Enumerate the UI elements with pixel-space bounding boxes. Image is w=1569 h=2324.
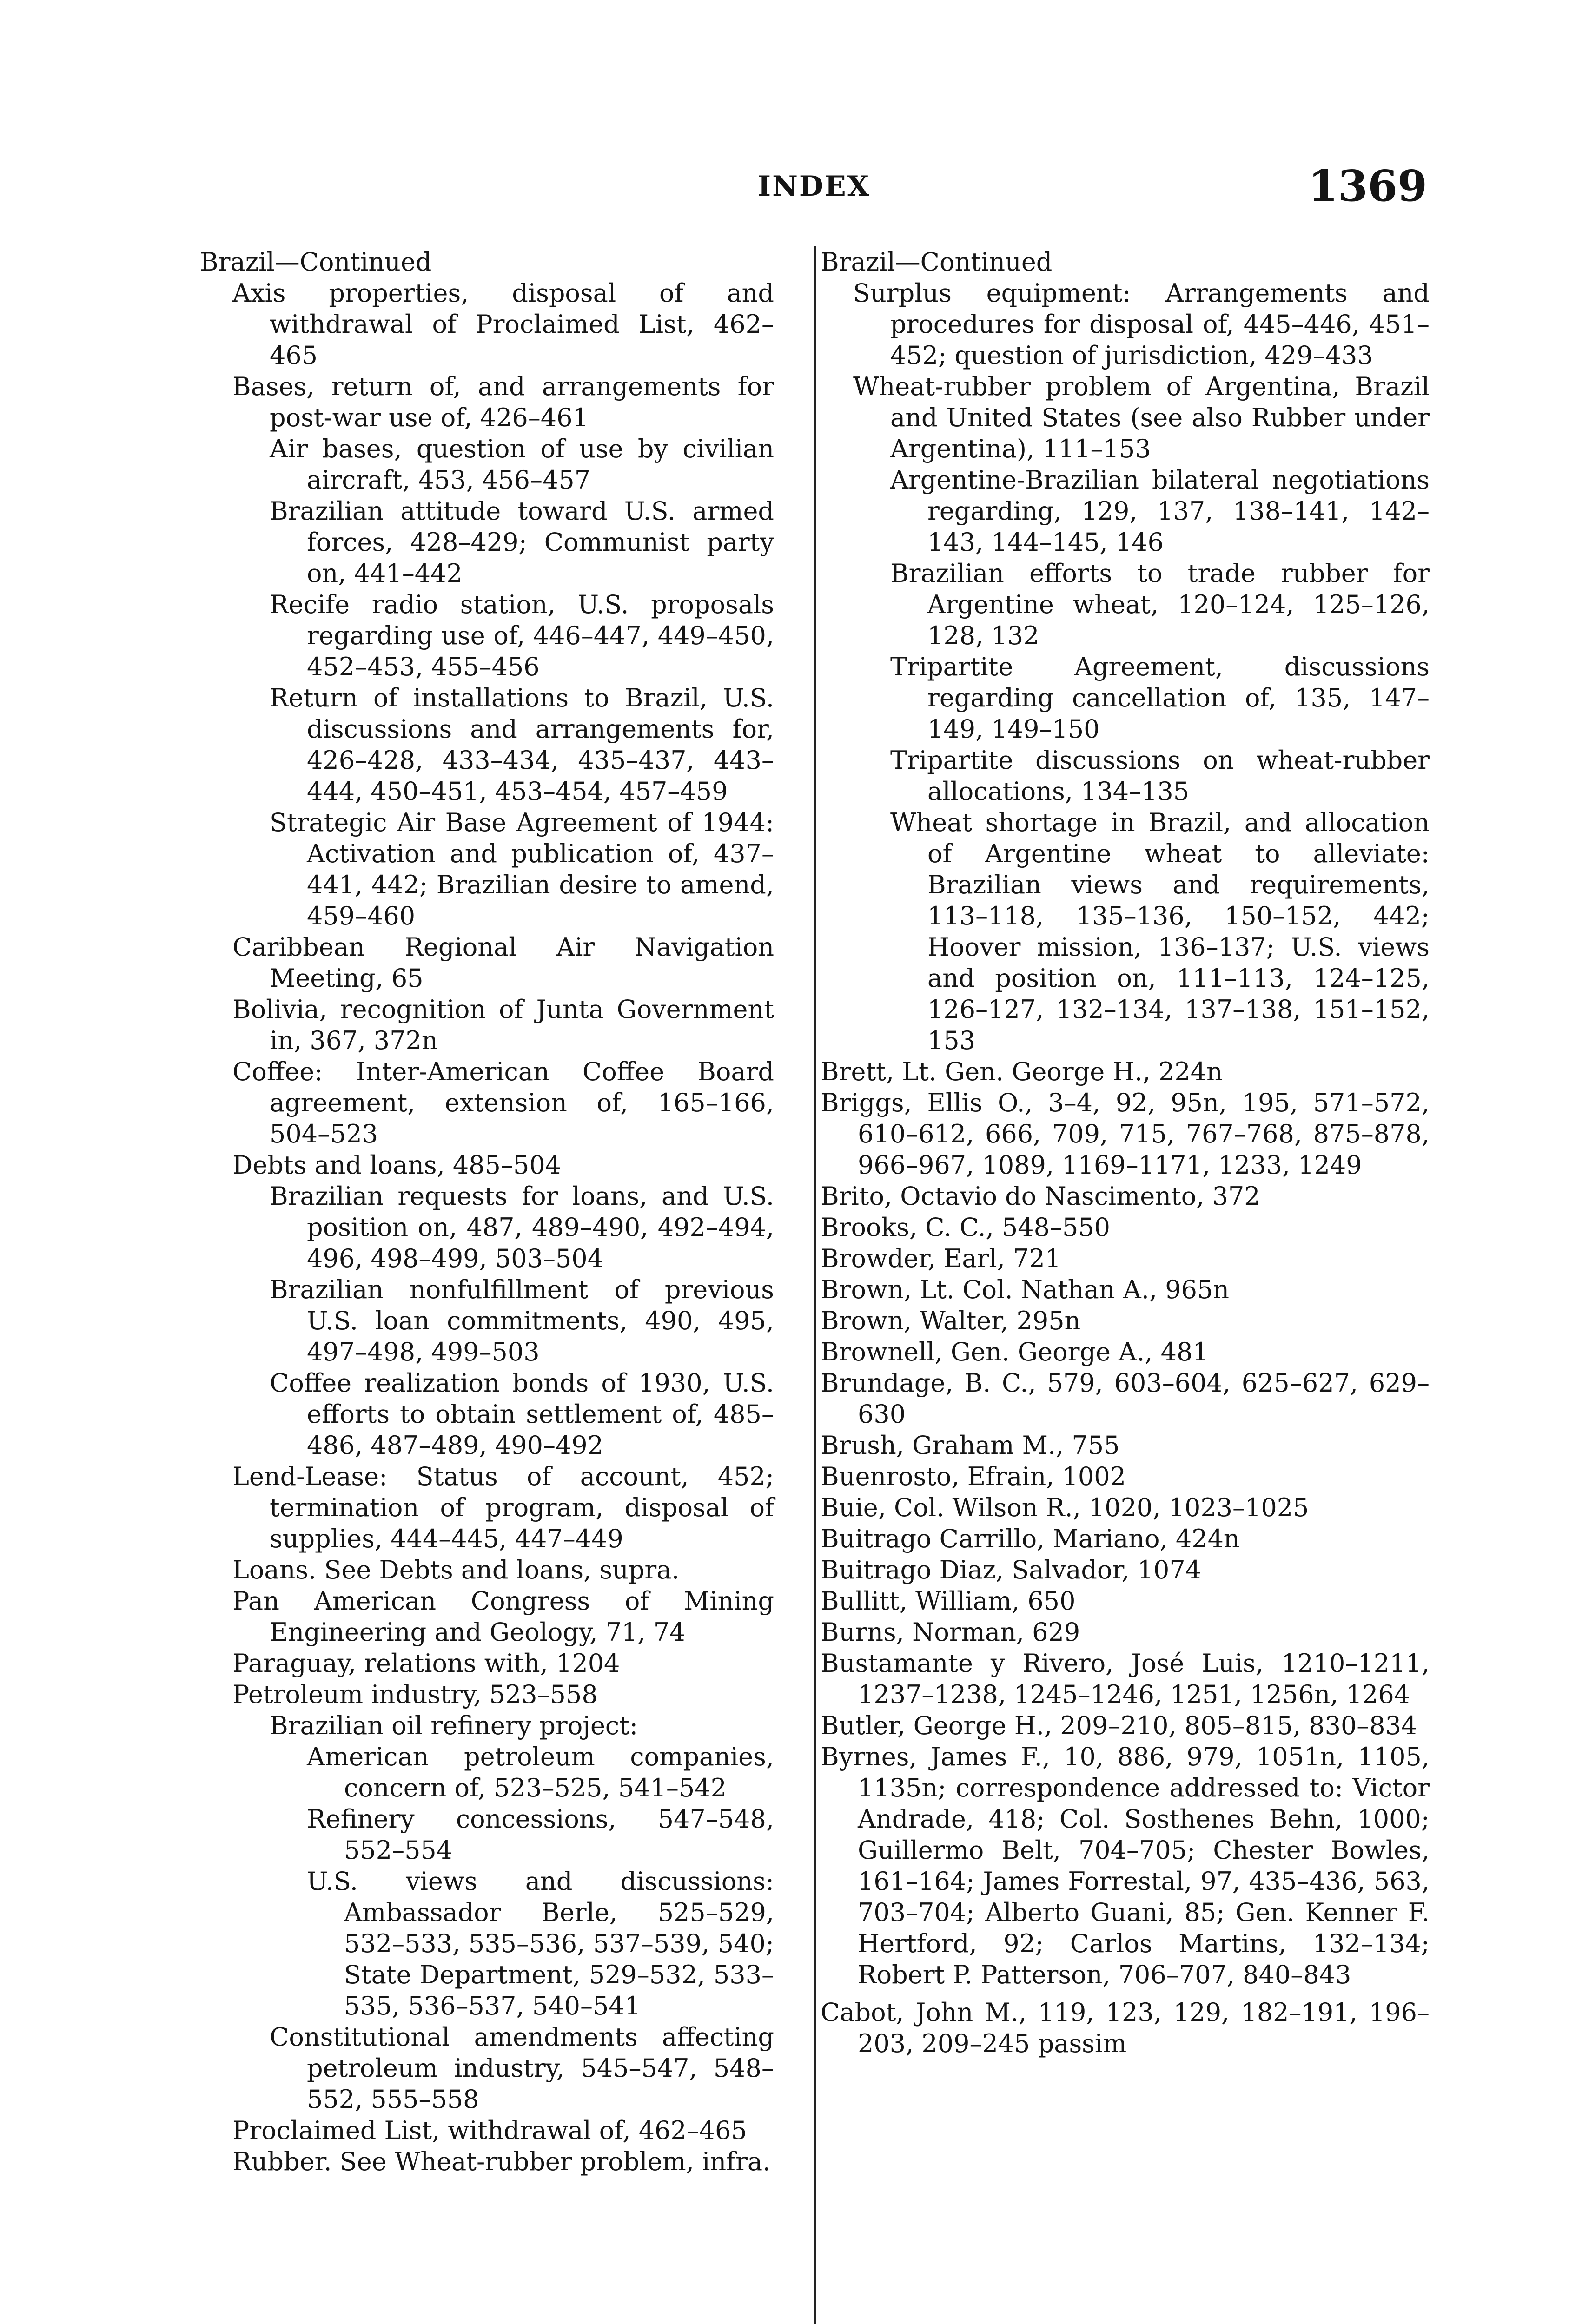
index-entry: Burns, Norman, 629 — [821, 1618, 1080, 1647]
index-entry: Bolivia, recognition of Junta Government in, 367, 372n — [232, 995, 774, 1055]
index-entry: Brett, Lt. Gen. George H., 224n — [821, 1057, 1223, 1086]
index-entry: Brazil—Continued — [200, 247, 432, 277]
index-entry: Pan American Congress of Mining Engineering and Geology, 71, 74 — [232, 1586, 774, 1647]
index-entry: Brown, Walter, 295n — [821, 1306, 1081, 1335]
index-entry: Argentine-Brazilian bilateral negotiations regarding, 129, 137, 138–141, 142–143, 144–145, 146 — [890, 465, 1430, 557]
running-title: INDEX — [758, 170, 871, 203]
index-entry: Petroleum industry, 523–558 — [232, 1680, 598, 1709]
index-entry: Wheat-rubber problem of Argentina, Brazil and United States (see also Rubber under Argentina), 111–153 — [853, 372, 1430, 463]
page-number: 1369 — [1308, 161, 1427, 211]
index-entry: Buenrosto, Efrain, 1002 — [821, 1462, 1126, 1491]
index-entry: Surplus equipment: Arrangements and procedures for disposal of, 445–446, 451–452; question of jurisdiction, 429–433 — [853, 278, 1430, 370]
index-entry: Brownell, Gen. George A., 481 — [821, 1337, 1209, 1367]
index-entry: Return of installations to Brazil, U.S. discussions and arrangements for, 426–428, 433–434, 435–437, 443–444, 450–451, 453–454, 457–459 — [270, 683, 774, 806]
index-entry: Brito, Octavio do Nascimento, 372 — [821, 1182, 1260, 1211]
index-entry: Tripartite discussions on wheat-rubber allocations, 134–135 — [890, 746, 1430, 806]
running-head — [200, 161, 1427, 218]
index-entry: Axis properties, disposal of and withdrawal of Proclaimed List, 462–465 — [232, 278, 774, 370]
index-entry: Coffee: Inter-American Coffee Board agreement, extension of, 165–166, 504–523 — [232, 1057, 774, 1149]
index-entry: Byrnes, James F., 10, 886, 979, 1051n, 1105, 1135n; correspondence addressed to: Victor Andrade, 418; Col. Sosthenes Behn, 1000; Guillermo Belt, 704–705; Chester Bowles, 161–164; James Forrestal, 97, 435–436, 563, 703–704; Alberto Guani, 85; Gen. Kenner F. Hertford, 92; Carlos Martins, 132–134; Robert P. Patterson, 706–707, 840–843 — [821, 1742, 1430, 1989]
index-entry: Browder, Earl, 721 — [821, 1244, 1061, 1273]
index-entry: Bases, return of, and arrangements for post-war use of, 426–461 — [232, 372, 774, 432]
right-index-column — [821, 246, 1430, 2059]
index-entry: Buie, Col. Wilson R., 1020, 1023–1025 — [821, 1493, 1309, 1522]
index-entry: Butler, George H., 209–210, 805–815, 830–834 — [821, 1711, 1417, 1740]
index-entry: Rubber. See Wheat-rubber problem, infra. — [232, 2147, 771, 2176]
index-entry: Brazil—Continued — [821, 247, 1053, 277]
index-entry: Bustamante y Rivero, José Luis, 1210–1211, 1237–1238, 1245–1246, 1251, 1256n, 1264 — [821, 1649, 1430, 1709]
index-entry: Refinery concessions, 547–548, 552–554 — [307, 1804, 774, 1865]
index-entry: American petroleum companies, concern of, 523–525, 541–542 — [307, 1742, 774, 1802]
index-entry: Brundage, B. C., 579, 603–604, 625–627, 629–630 — [821, 1368, 1430, 1429]
index-entry: Caribbean Regional Air Navigation Meeting, 65 — [232, 932, 774, 993]
index-entry: Brazilian efforts to trade rubber for Argentine wheat, 120–124, 125–126, 128, 132 — [890, 559, 1430, 650]
index-entry: Brown, Lt. Col. Nathan A., 965n — [821, 1275, 1230, 1304]
index-entry: Brush, Graham M., 755 — [821, 1431, 1120, 1460]
index-entry: Briggs, Ellis O., 3–4, 92, 95n, 195, 571–572, 610–612, 666, 709, 715, 767–768, 875–878, 966–967, 1089, 1169–1171, 1233, 1249 — [821, 1088, 1430, 1180]
index-entry: Recife radio station, U.S. proposals regarding use of, 446–447, 449–450, 452–453, 455–456 — [270, 590, 774, 681]
index-entry: Brazilian attitude toward U.S. armed forces, 428–429; Communist party on, 441–442 — [270, 496, 774, 588]
index-entry: Brazilian requests for loans, and U.S. position on, 487, 489–490, 492–494, 496, 498–499, 503–504 — [270, 1182, 774, 1273]
index-entry: Coffee realization bonds of 1930, U.S. efforts to obtain settlement of, 485–486, 487–489, 490–492 — [270, 1368, 774, 1460]
index-entry: Paraguay, relations with, 1204 — [232, 1649, 620, 1678]
index-entry: Buitrago Carrillo, Mariano, 424n — [821, 1524, 1240, 1553]
index-entry: Brooks, C. C., 548–550 — [821, 1213, 1111, 1242]
index-entry: Constitutional amendments affecting petroleum industry, 545–547, 548–552, 555–558 — [270, 2022, 774, 2114]
index-entry: Debts and loans, 485–504 — [232, 1150, 562, 1180]
index-entry: Cabot, John M., 119, 123, 129, 182–191, 196–203, 209–245 passim — [821, 1998, 1430, 2058]
index-entry: Strategic Air Base Agreement of 1944: Activation and publication of, 437–441, 442; Brazilian desire to amend, 459–460 — [270, 808, 774, 931]
index-entry: Air bases, question of use by civilian aircraft, 453, 456–457 — [270, 434, 774, 495]
index-entry: Proclaimed List, withdrawal of, 462–465 — [232, 2116, 747, 2145]
index-entry: Lend-Lease: Status of account, 452; termination of program, disposal of supplies, 444–445, 447–449 — [232, 1462, 774, 1553]
column-divider — [814, 246, 816, 2324]
index-entry: Buitrago Diaz, Salvador, 1074 — [821, 1555, 1202, 1585]
index-entry: Loans. See Debts and loans, supra. — [232, 1555, 680, 1585]
index-entry: Tripartite Agreement, discussions regarding cancellation of, 135, 147–149, 149–150 — [890, 652, 1430, 744]
index-entry: Bullitt, William, 650 — [821, 1586, 1076, 1616]
index-entry: Brazilian oil refinery project: — [270, 1711, 638, 1740]
index-entry: Wheat shortage in Brazil, and allocation of Argentine wheat to alleviate: Brazilian views and requirements, 113–118, 135–136, 150–152, 442; Hoover mission, 136–137; U.S. views and position on, 111–113, 124–125, 126–127, 132–134, 137–138, 151–152, 153 — [890, 808, 1430, 1055]
index-entry: Brazilian nonfulfillment of previous U.S. loan commitments, 490, 495, 497–498, 499–503 — [270, 1275, 774, 1367]
index-entry: U.S. views and discussions: Ambassador Berle, 525–529, 532–533, 535–536, 537–539, 540; State Department, 529–532, 533–535, 536–537, 540–541 — [307, 1867, 774, 2020]
left-index-column — [200, 246, 774, 2177]
